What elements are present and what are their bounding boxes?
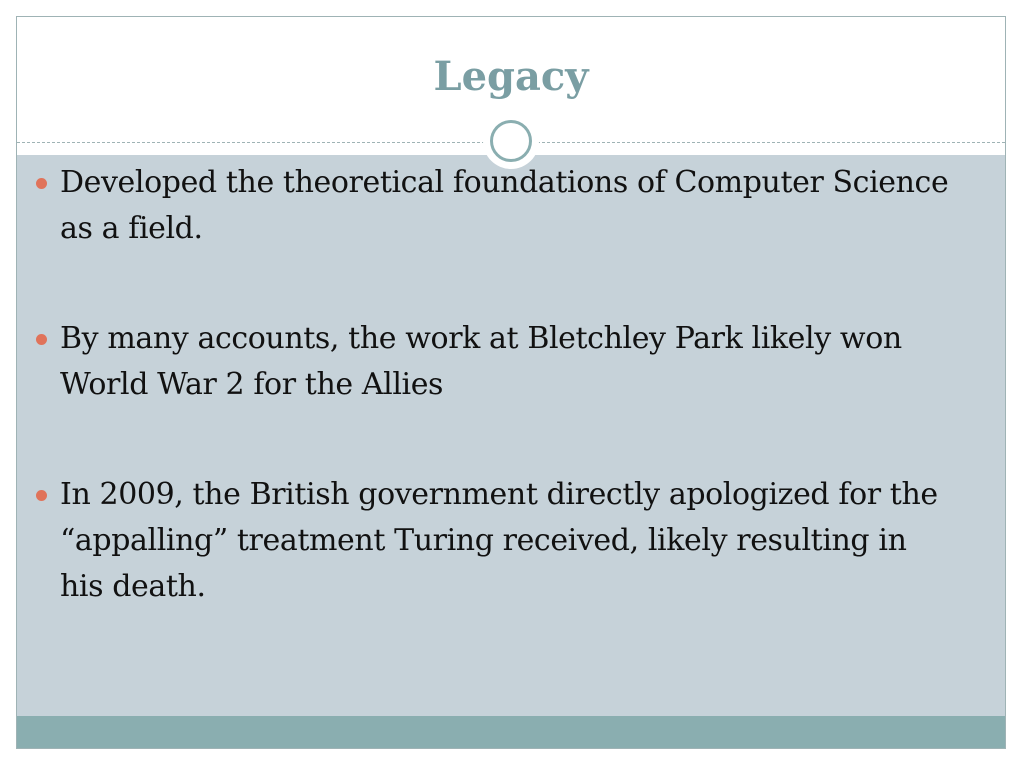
bullet-text: Developed the theoretical foundations of Computer Science as a field.: [60, 165, 949, 246]
bullet-dot-icon: [36, 178, 47, 189]
bullet-item: [36, 316, 956, 408]
bullet-item: [36, 160, 956, 252]
footer-band: [17, 716, 1005, 749]
bullet-list: [36, 160, 956, 674]
bullet-text: By many accounts, the work at Bletchley Park likely won World War 2 for the Allies: [60, 321, 902, 402]
bullet-item: [36, 472, 956, 610]
bullet-text: In 2009, the British government directly apologized for the “appalling” treatment Turing received, likely resulting in his death.: [60, 477, 938, 604]
slide-title: Legacy: [433, 53, 589, 100]
bullet-dot-icon: [36, 490, 47, 501]
ring-icon: [490, 120, 532, 162]
bullet-dot-icon: [36, 334, 47, 345]
